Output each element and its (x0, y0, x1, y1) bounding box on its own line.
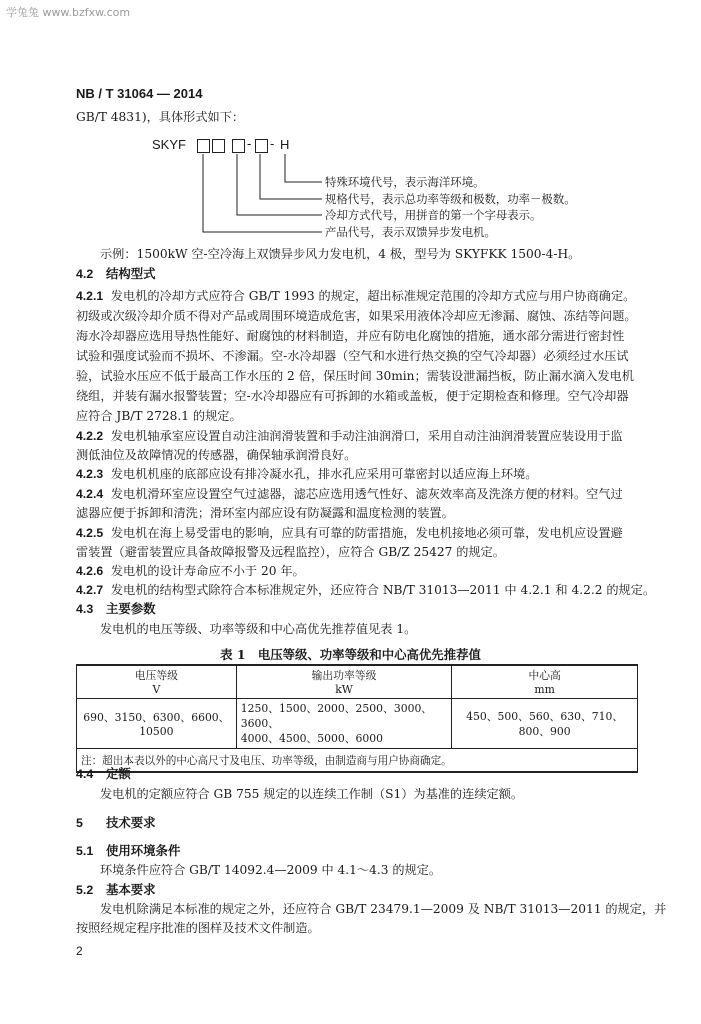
model-code-diagram (0, 0, 701, 260)
p-4-2-5-line-2: 雷装置（避雷装置应具备故障报警及远程监控），应符合 GB/Z 25427 的规定。 (76, 545, 505, 559)
code-dash-1: - (247, 136, 252, 151)
table-header-center-height: 中心高 mm (452, 665, 638, 699)
section-4-4-heading: 4.4 定额 (76, 766, 131, 781)
p-4-2-2-line-1: 4.2.2 发电机轴承室应设置自动注油润滑装置和手动注油润滑口，采用自动注油润滑装置应装设用于监 (76, 429, 623, 443)
table-cell-power: 1250、1500、2000、2500、3000、3600、 4000、4500、5000、6000 (236, 699, 452, 749)
table-note-row (77, 749, 638, 773)
table-row (77, 699, 638, 749)
section-4-3-heading: 4.3 主要参数 (76, 601, 156, 616)
code-suffix: H (280, 137, 290, 152)
section-5-1-heading: 5.1 使用环境条件 (76, 843, 181, 858)
p-5-1: 环境条件应符合 GB/T 14092.4—2009 中 4.1～4.3 的规定。 (100, 863, 442, 877)
annotation-product: 产品代号，表示双馈异步发电机。 (325, 225, 496, 239)
table-header-voltage: 电压等级 V (77, 665, 237, 699)
table-note: 注：超出本表以外的中心高尺寸及电压、功率等级，由制造商与用户协商确定。 (77, 749, 638, 773)
example-line: 示例：1500kW 空-空冷海上双馈异步风力发电机，4 极，型号为 SKYFKK 1500-4-H。 (100, 247, 581, 261)
intro-line: GB/T 4831)，具体形式如下： (76, 110, 245, 124)
p-4-2-1-line-6: 绕组，并装有漏水报警装置；空-水冷却器应有可拆卸的水箱或盖板，便于定期检查和修理。空气冷却器 (76, 389, 629, 403)
p-5-2-line-1: 发电机除满足本标准的规定之外，还应符合 GB/T 23479.1—2009 及 NB/T 31013—2011 的规定，并 (100, 902, 667, 916)
p-4-2-4-line-1: 4.2.4 发电机滑环室应设置空气过滤器，滤芯应选用透气性好、滤灰效率高及洗涤方便的材料。空气过 (76, 487, 623, 501)
p-4-2-1-line-4: 试验和强度试验而不损坏、不渗漏。空-水冷却器（空气和水进行热交换的空气冷却器）必须经过水压试 (76, 349, 629, 363)
annotation-environment: 特殊环境代号，表示海洋环境。 (325, 175, 485, 189)
table-cell-voltage: 690、3150、6300、6600、10500 (77, 699, 237, 749)
p-4-2-6-line-1: 4.2.6 发电机的设计寿命应不小于 20 年。 (76, 564, 305, 578)
standard-id: NB / T 31064 — 2014 (76, 86, 203, 101)
p-4-2-1-line-3: 海水冷却器应选用导热性能好、耐腐蚀的材料制造，并应有防电化腐蚀的措施，通水部分需进行密封性 (76, 329, 625, 343)
section-4-2-heading: 4.2 结构型式 (76, 266, 156, 281)
table-cell-center-height: 450、500、560、630、710、800、900 (452, 699, 638, 749)
p-4-2-4-line-2: 滤器应便于拆卸和清洗；滑环室内部应设有防凝露和温度检测的装置。 (76, 506, 454, 520)
table-1 (76, 664, 638, 773)
p-4-2-1-line-2: 初级或次级冷却介质不得对产品或周围环境造成危害，如果采用液体冷却应无渗漏、腐蚀、冻结等问题。 (76, 309, 637, 323)
p-5-2-line-2: 按照经规定程序批准的图样及技术文件制造。 (76, 921, 320, 935)
p-4-2-2-line-2: 测低油位及故障情况的传感器，确保轴承润滑良好。 (76, 448, 357, 462)
table-header-power: 输出功率等级 kW (236, 665, 452, 699)
p-4-2-3-line-1: 4.2.3 发电机机座的底部应设有排冷凝水孔，排水孔应采用可靠密封以适应海上环境。 (76, 467, 538, 481)
section-5-2-heading: 5.2 基本要求 (76, 882, 156, 897)
code-prefix: SKYF (152, 137, 186, 152)
annotation-spec: 规格代号，表示总功率等级和极数，功率－极数。 (325, 192, 576, 206)
page-number: 2 (76, 944, 83, 958)
watermark: 学兔兔 www.bzfxw.com (6, 6, 131, 19)
p-4-2-1-line-7: 应符合 JB/T 2728.1 的规定。 (76, 409, 242, 423)
p-4-2-7-line-1: 4.2.7 发电机的结构型式除符合本标准规定外，还应符合 NB/T 31013—2011 中 4.2.1 和 4.2.2 的规定。 (76, 583, 656, 597)
p-4-2-1-line-5: 验，试验水压应不低于最高工作水压的 2 倍，保压时间 30min；需装设泄漏挡板，防止漏水滴入发电机 (76, 369, 634, 383)
table-1-title: 表 1 电压等级、功率等级和中心高优先推荐值 (220, 647, 481, 662)
code-dash-2: - (270, 136, 275, 151)
section-5-heading: 5 技术要求 (76, 815, 156, 830)
p-4-3: 发电机的电压等级、功率等级和中心高优先推荐值见表 1。 (100, 622, 417, 636)
annotation-cooling: 冷却方式代号，用拼音的第一个字母表示。 (325, 208, 542, 222)
p-4-4: 发电机的定额应符合 GB 755 规定的以连续工作制（S1）为基准的连续定额。 (100, 787, 524, 801)
p-4-2-5-line-1: 4.2.5 发电机在海上易受雷电的影响，应具有可靠的防雷措施，发电机接地必须可靠，发电机应设置避 (76, 526, 623, 540)
p-4-2-1-line-1: 4.2.1 发电机的冷却方式应符合 GB/T 1993 的规定，超出标准规定范围的冷却方式应与用户协商确定。 (76, 289, 636, 303)
